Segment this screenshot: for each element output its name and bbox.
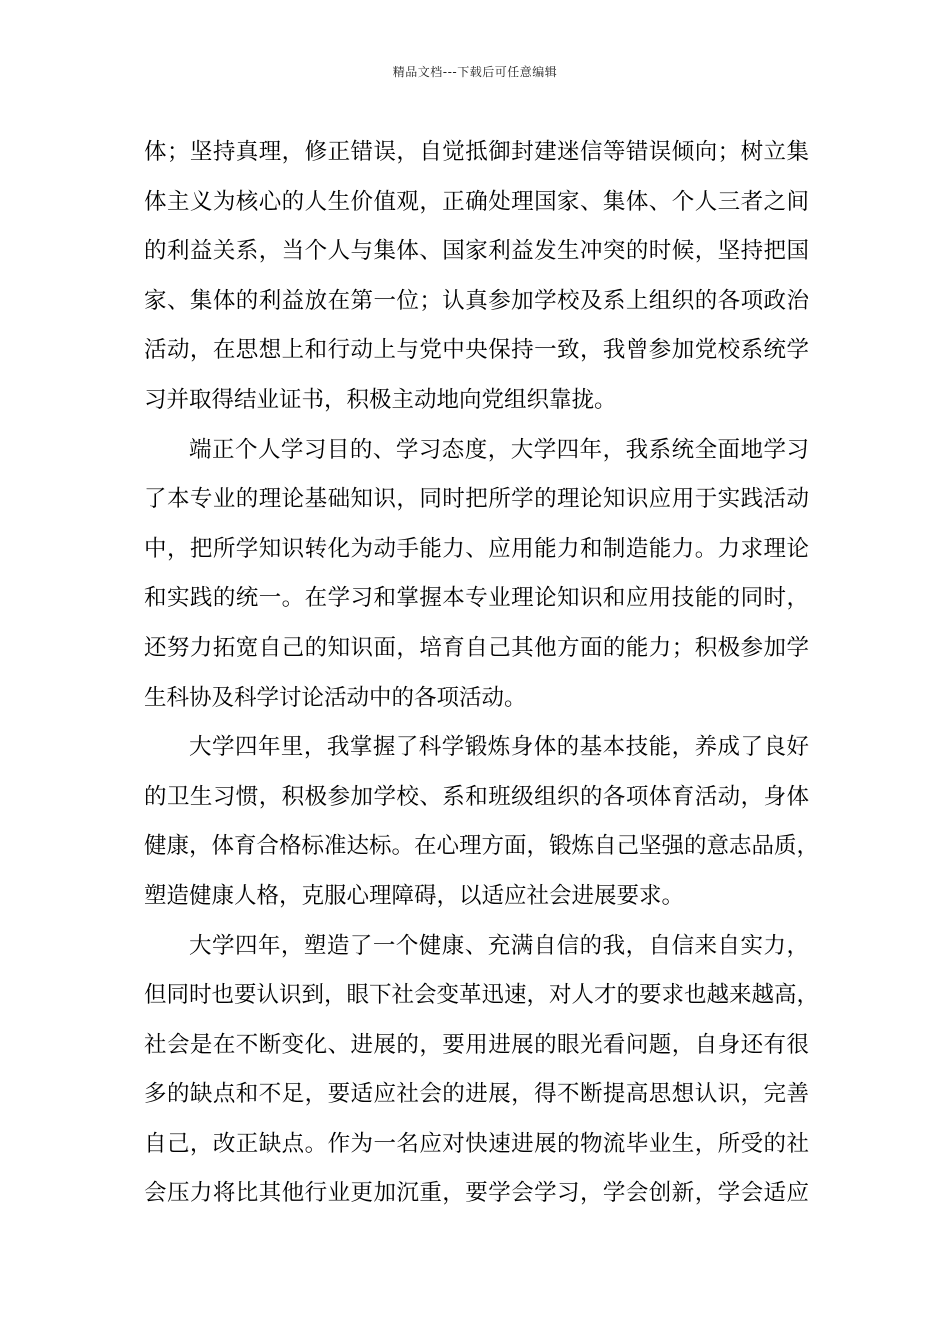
text-line: 中，把所学知识转化为动手能力、应用能力和制造能力。力求理论 <box>144 535 809 562</box>
text-line: 还努力拓宽自己的知识面，培育自己其他方面的能力；积极参加学 <box>144 634 809 661</box>
text-line: 的卫生习惯，积极参加学校、系和班级组织的各项体育活动，身体 <box>144 783 809 810</box>
text-line: 健康，体育合格标准达标。在心理方面，锻炼自己坚强的意志品质， <box>144 833 820 860</box>
paragraph-first-line: 大学四年里，我掌握了科学锻炼身体的基本技能，养成了良好 <box>189 734 809 761</box>
text-line: 体主义为核心的人生价值观，正确处理国家、集体、个人三者之间 <box>144 188 809 215</box>
text-line: 家、集体的利益放在第一位；认真参加学校及系上组织的各项政治 <box>144 287 809 314</box>
text-line: 习并取得结业证书，积极主动地向党组织靠拢。 <box>144 386 617 413</box>
text-line: 会压力将比其他行业更加沉重，要学会学习，学会创新，学会适应 <box>144 1180 809 1207</box>
text-line: 活动，在思想上和行动上与党中央保持一致，我曾参加党校系统学 <box>144 337 809 364</box>
text-line: 但同时也要认识到，眼下社会变革迅速，对人才的要求也越来越高， <box>144 982 820 1009</box>
text-line: 体；坚持真理，修正错误，自觉抵御封建迷信等错误倾向；树立集 <box>144 139 809 165</box>
text-line: 多的缺点和不足，要适应社会的进展，得不断提高思想认识，完善 <box>144 1081 809 1108</box>
text-line: 的利益关系，当个人与集体、国家利益发生冲突的时候，坚持把国 <box>144 238 809 265</box>
text-line: 自己，改正缺点。作为一名应对快速进展的物流毕业生，所受的社 <box>144 1130 809 1157</box>
text-line: 生科协及科学讨论活动中的各项活动。 <box>144 684 527 711</box>
text-line: 了本专业的理论基础知识，同时把所学的理论知识应用于实践活动 <box>144 486 809 513</box>
paragraph-first-line: 端正个人学习目的、学习态度，大学四年，我系统全面地学习 <box>189 436 809 463</box>
text-line: 社会是在不断变化、进展的，要用进展的眼光看问题，自身还有很 <box>144 1031 809 1058</box>
paragraph-first-line: 大学四年，塑造了一个健康、充满自信的我，自信来自实力， <box>189 932 809 959</box>
text-line: 和实践的统一。在学习和掌握本专业理论知识和应用技能的同时， <box>144 585 809 612</box>
text-line: 塑造健康人格，克服心理障碍，以适应社会进展要求。 <box>144 882 685 909</box>
page-header: 精品文档---下载后可任意编辑 <box>392 65 558 79</box>
document-body <box>144 128 820 1219</box>
